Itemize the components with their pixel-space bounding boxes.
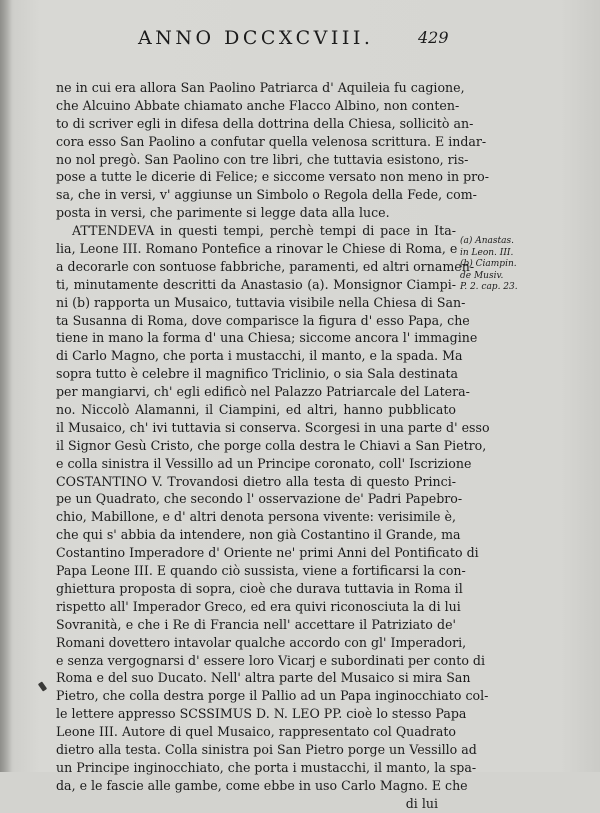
text-line: pe un Quadrato, che secondo l' osservazione de' Padri Papebro- [56, 491, 463, 507]
text-line: che qui s' abbia da intendere, non già Costantino il Grande, ma [56, 527, 461, 543]
text-line: Pietro, che colla destra porge il Pallio ad un Papa inginocchiato col- [56, 688, 489, 704]
text-line: che Alcuino Abbate chiamato anche Flacco Albino, non conten- [56, 97, 460, 113]
text-line: di Carlo Magno, che porta i mustacchi, il manto, e la spada. Ma [56, 348, 463, 364]
text-line: ghiettura proposta di sopra, cioè che durava tuttavia in Roma il [56, 580, 463, 596]
text-line: lia, Leone III. Romano Pontefice a rinovar le Chiese di Roma, e [56, 241, 458, 257]
text-line: e colla sinistra il Vessillo ad un Principe coronato, coll' Iscrizione [56, 455, 472, 471]
text-line: per mangiarvi, ch' egli edificò nel Palazzo Patriarcale del Latera- [56, 384, 470, 400]
text-line: il Signor Gesù Cristo, che porge colla destra le Chiavi a San Pietro, [56, 437, 487, 453]
text-line: ni (b) rapporta un Musaico, tuttavia visibile nella Chiesa di San- [56, 294, 466, 310]
text-line: a decorarle con sontuose fabbriche, paramenti, ed altri ornamen- [56, 258, 475, 274]
text-line: ti, minutamente descritti da Anastasio (a). Monsignor Ciampi- [56, 276, 456, 292]
text-line: COSTANTINO V. Trovandosi dietro alla testa di questo Princi- [56, 473, 456, 489]
text-line: cora esso San Paolino a confutar quella velenosa scrittura. E indar- [56, 133, 487, 149]
ink-speck [38, 681, 47, 691]
text-line: ta Susanna di Roma, dove comparisce la figura d' esso Papa, che [56, 312, 470, 328]
text-line: il Musaico, ch' ivi tuttavia si conserva. Scorgesi in una parte d' esso [56, 419, 490, 435]
margin-note-line: (a) Anastas. [460, 236, 514, 246]
page-number: 429 [418, 28, 449, 47]
paragraph-start-line: ATTENDEVA in questi tempi, perchè tempi di pace in Ita- [72, 223, 456, 239]
text-line: Costantino Imperadore d' Oriente ne' primi Anni del Pontificato di [56, 545, 479, 561]
running-head-title: ANNO DCCXCVIII. [138, 27, 374, 49]
margin-note-line: de Musiv. [460, 270, 504, 281]
text-line: no. Niccolò Alamanni, il Ciampini, ed altri, hanno pubblicato [56, 402, 456, 418]
margin-note-line: in Leon. III. [460, 247, 514, 258]
text-line: sa, che in versi, v' aggiunse un Simbolo o Regola della Fede, com- [56, 187, 477, 203]
text-line: posta in versi, che parimente si legge data alla luce. [56, 205, 390, 221]
text-line: to di scriver egli in difesa della dottrina della Chiesa, sollicitò an- [56, 115, 474, 131]
text-line: ne in cui era allora San Paolino Patriarca d' Aquileia fu cagione, [56, 80, 465, 95]
text-line: le lettere appresso SCSSIMUS D. N. LEO PP. cioè lo stesso Papa [56, 706, 467, 722]
text-line: Roma e del suo Ducato. Nell' altra parte del Musaico si mira San [56, 670, 471, 686]
binding-gutter-shadow [0, 0, 12, 772]
text-line: un Principe inginocchiato, che porta i mustacchi, il manto, la spa- [56, 759, 477, 775]
marginal-notes [460, 236, 540, 294]
text-line: pose a tutte le dicerie di Felice; e siccome versato non meno in pro- [56, 169, 490, 185]
text-line: e senza vergognarsi d' essere loro Vicarj e subordinati per conto di [56, 652, 486, 668]
catchword: di lui [405, 795, 438, 811]
text-line: Papa Leone III. E quando ciò sussista, viene a fortificarsi la con- [56, 563, 466, 579]
text-line: Romani dovettero intavolar qualche accordo con gl' Imperadori, [56, 634, 467, 650]
text-line: da, e le fascie alle gambe, come ebbe in uso Carlo Magno. E che [56, 777, 468, 793]
text-line: tiene in mano la forma d' una Chiesa; siccome ancora l' immagine [56, 330, 478, 346]
margin-note-line: (b) Ciampin. [460, 259, 517, 269]
text-line: chio, Mabillone, e d' altri denota persona vivente: verisimile è, [56, 509, 456, 525]
text-line: sopra tutto è celebre il magnifico Triclinio, o sia Sala destinata [56, 366, 459, 382]
text-line: dietro alla testa. Colla sinistra poi San Pietro porge un Vessillo ad [56, 741, 477, 757]
running-head [0, 27, 600, 55]
text-line: Sovranità, e che i Re di Francia nell' accettare il Patriziato de' [56, 616, 456, 632]
text-line: rispetto all' Imperador Greco, ed era quivi riconosciuta la di lui [56, 598, 461, 614]
margin-note-line: P. 2. cap. 23. [460, 282, 518, 292]
text-line: Leone III. Autore di quel Musaico, rappresentato col Quadrato [56, 724, 456, 740]
text-line: no nol pregò. San Paolino con tre libri, che tuttavia esistono, ris- [56, 151, 469, 167]
